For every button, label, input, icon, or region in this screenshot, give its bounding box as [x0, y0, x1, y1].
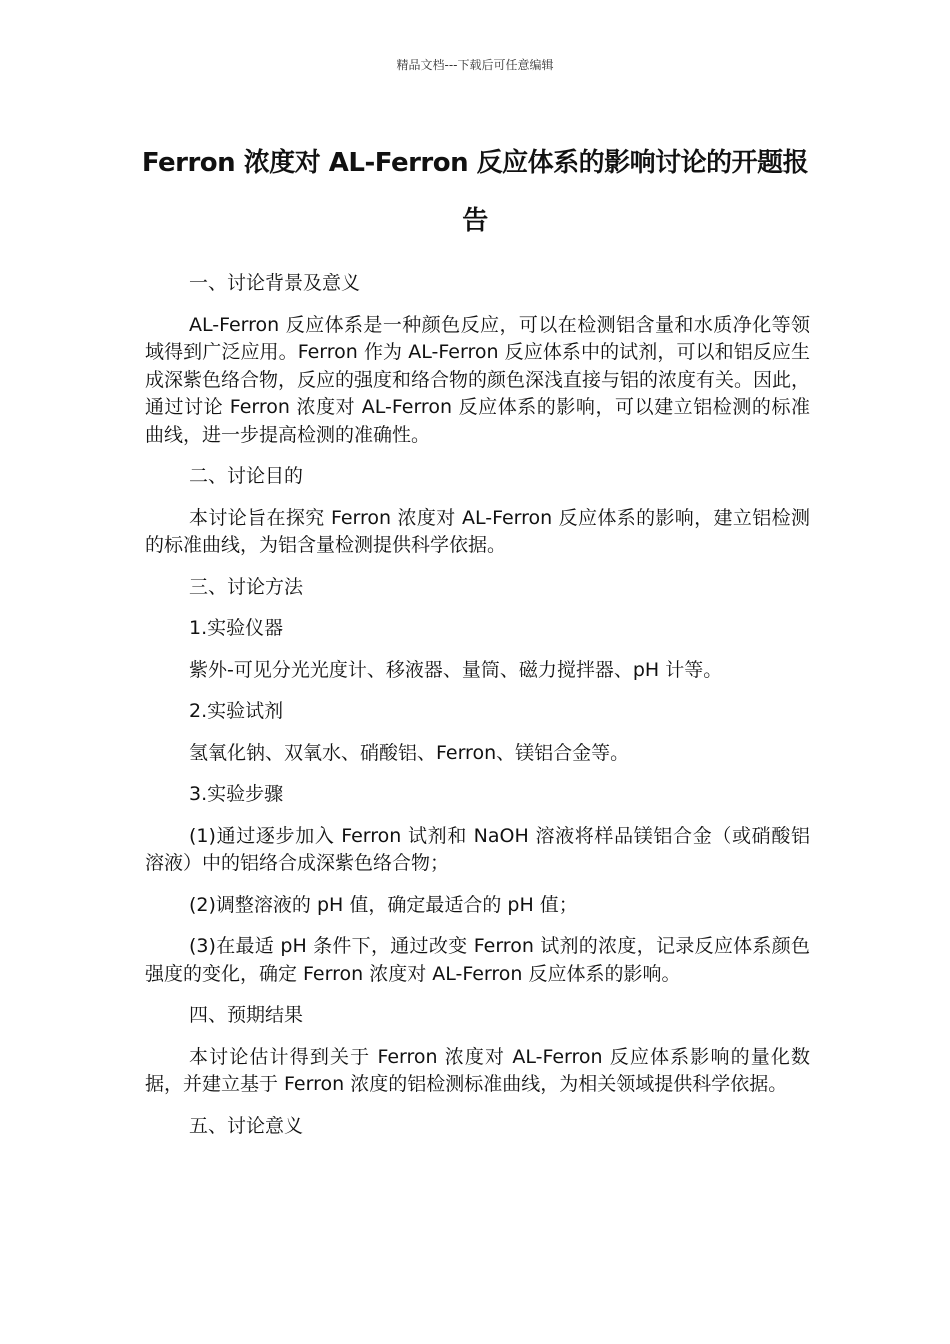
- section-heading-expected-results: 四、预期结果: [189, 1004, 304, 1026]
- section-heading-method: 三、讨论方法: [189, 575, 304, 598]
- page-header: 精品文档---下载后可任意编辑: [396, 58, 554, 72]
- paragraph-expected-results: 本讨论估计得到关于 Ferron 浓度对 AL-Ferron 反应体系影响的量化数据，并建立基于 Ferron 浓度的铝检测标准曲线，为相关领域提供科学依据。: [145, 1045, 810, 1095]
- document-title: Ferron 浓度对 AL-Ferron 反应体系的影响讨论的开题报告: [141, 148, 809, 236]
- paragraph-step-2: (2)调整溶液的 pH 值，确定最适合的 pH 值；: [189, 893, 578, 916]
- document-body: [145, 270, 810, 1154]
- paragraph-step-1: (1)通过逐步加入 Ferron 试剂和 NaOH 溶液将样品镁铝合金（或硝酸铝溶液）中的铝络合成深紫色络合物；: [145, 824, 810, 874]
- section-heading-background: 一、讨论背景及意义: [189, 272, 361, 294]
- paragraph-purpose: 本讨论旨在探究 Ferron 浓度对 AL-Ferron 反应体系的影响，建立铝检测的标准曲线，为铝含量检测提供科学依据。: [145, 506, 810, 556]
- subheading-instruments: 1.实验仪器: [189, 617, 284, 639]
- subheading-steps: 3.实验步骤: [189, 783, 284, 805]
- paragraph-reagents: 氢氧化钠、双氧水、硝酸铝、Ferron、镁铝合金等。: [189, 741, 630, 764]
- paragraph-background: AL-Ferron 反应体系是一种颜色反应，可以在检测铝含量和水质净化等领域得到广泛应用。Ferron 作为 AL-Ferron 反应体系中的试剂，可以和铝反应生成深紫色络合物，反应的强度和络合物的颜色深浅直接与铝的浓度有关。因此，通过讨论 Ferron 浓度对 AL-Ferron 反应体系的影响，可以建立铝检测的标准曲线，进一步提高检测的准确性。: [145, 313, 811, 446]
- section-heading-significance: 五、讨论意义: [189, 1114, 304, 1137]
- section-heading-purpose: 二、讨论目的: [189, 465, 304, 487]
- paragraph-step-3: (3)在最适 pH 条件下，通过改变 Ferron 试剂的浓度，记录反应体系颜色强度的变化，确定 Ferron 浓度对 AL-Ferron 反应体系的影响。: [145, 935, 810, 985]
- subheading-reagents: 2.实验试剂: [189, 700, 284, 722]
- paragraph-instruments: 紫外-可见分光光度计、移液器、量筒、磁力搅拌器、pH 计等。: [189, 658, 723, 681]
